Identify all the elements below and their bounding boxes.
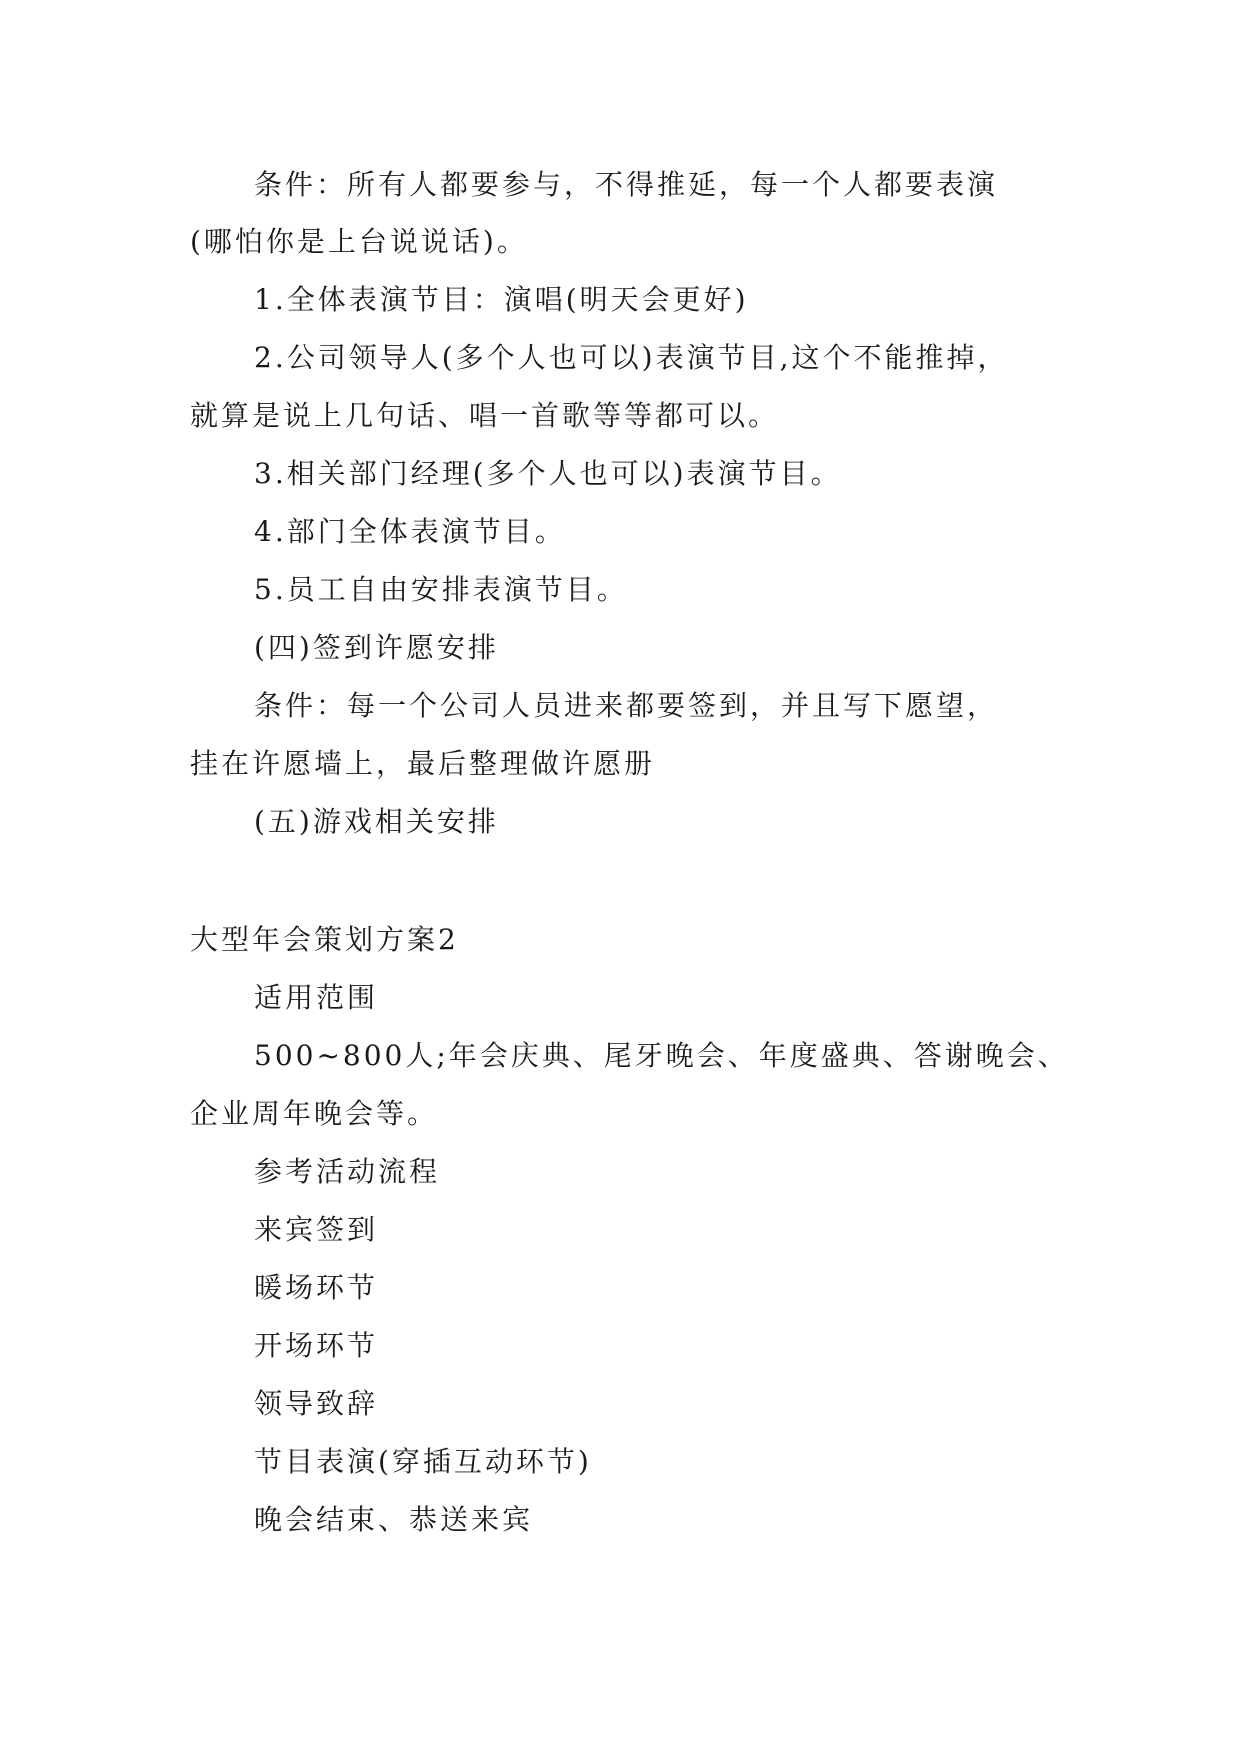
subsection-4-heading: (四)签到许愿安排 bbox=[254, 631, 499, 664]
condition-paragraph-line-1: 条件：所有人都要参与，不得推延，每一个人都要表演 bbox=[254, 168, 999, 201]
program-item-5: 5.员工自由安排表演节目。 bbox=[254, 573, 628, 606]
flow-item-checkin: 来宾签到 bbox=[254, 1213, 379, 1246]
subsection-4-line-1: 条件：每一个公司人员进来都要签到，并且写下愿望， bbox=[254, 689, 999, 722]
flow-item-closing: 晚会结束、恭送来宾 bbox=[254, 1503, 534, 1536]
flow-item-performances: 节目表演(穿插互动环节) bbox=[254, 1445, 592, 1478]
program-item-2-line-2: 就算是说上几句话、唱一首歌等等都可以。 bbox=[190, 399, 780, 432]
subsection-5-heading: (五)游戏相关安排 bbox=[254, 805, 499, 838]
scope-line-2: 企业周年晚会等。 bbox=[190, 1097, 439, 1130]
condition-paragraph-line-2: (哪怕你是上台说说话)。 bbox=[190, 225, 528, 258]
scope-line-1: 500~800人;年会庆典、尾牙晚会、年度盛典、答谢晚会、 bbox=[254, 1039, 1069, 1072]
subsection-4-line-2: 挂在许愿墙上，最后整理做许愿册 bbox=[190, 747, 656, 780]
program-item-3: 3.相关部门经理(多个人也可以)表演节目。 bbox=[254, 457, 842, 490]
section-2-title: 大型年会策划方案2 bbox=[190, 923, 459, 956]
program-item-4: 4.部门全体表演节目。 bbox=[254, 515, 566, 548]
scope-heading: 适用范围 bbox=[254, 981, 379, 1014]
flow-item-warmup: 暖场环节 bbox=[254, 1271, 379, 1304]
program-item-1: 1.全体表演节目：演唱(明天会更好) bbox=[254, 283, 749, 316]
flow-heading: 参考活动流程 bbox=[254, 1155, 441, 1188]
program-item-2-line-1: 2.公司领导人(多个人也可以)表演节目,这个不能推掉， bbox=[254, 341, 1009, 374]
flow-item-opening: 开场环节 bbox=[254, 1329, 379, 1362]
flow-item-leader-speech: 领导致辞 bbox=[254, 1387, 379, 1420]
